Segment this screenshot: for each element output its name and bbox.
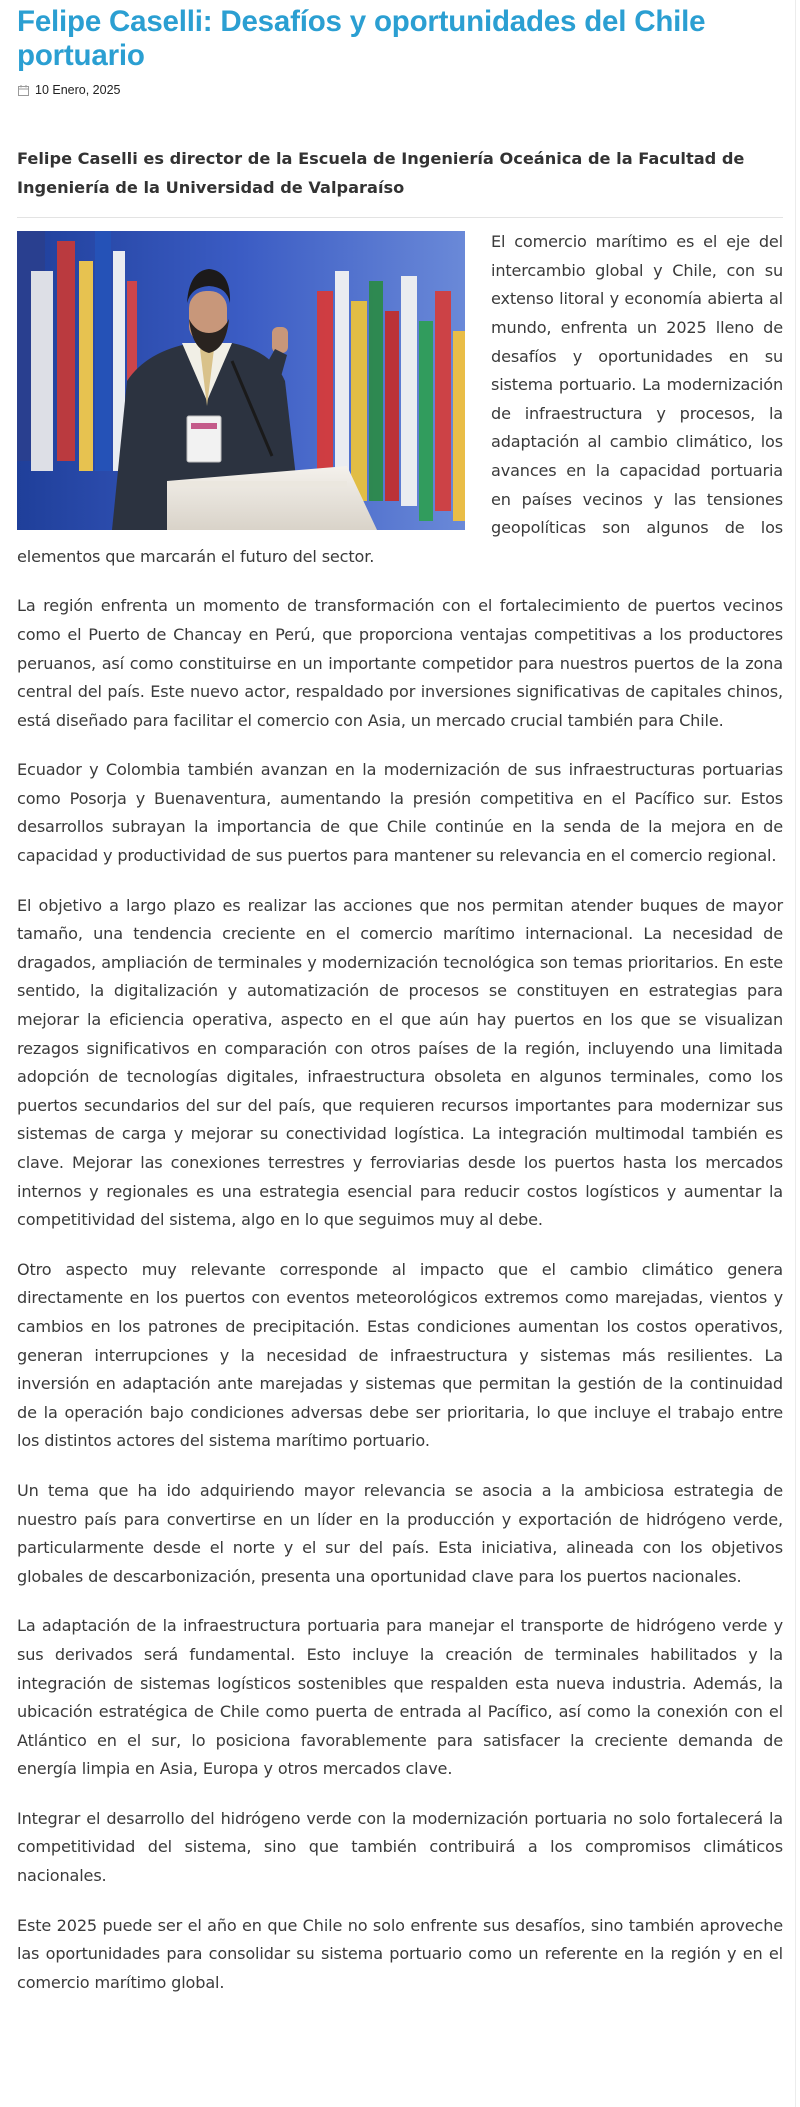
article-body <box>17 228 783 1997</box>
article-paragraph: Integrar el desarrollo del hidrógeno verde con la modernización portuaria no solo fortalecerá la competitividad del sistema, sino que también contribuirá a los compromisos climáticos nacionales. <box>17 1808 783 1886</box>
article-lead: Felipe Caselli es director de la Escuela de Ingeniería Oceánica de la Facultad de Ingeniería de la Universidad de Valparaíso <box>17 149 745 197</box>
article-meta <box>17 82 783 98</box>
article-paragraph: La región enfrenta un momento de transformación con el fortalecimiento de puertos vecinos como el Puerto de Chancay en Perú, que proporciona ventajas competitivas a los productores peruanos, así como constituirse en un importante competidor para nuestros puertos de la zona central del país. Este nuevo actor, respaldado por inversiones significativas de capitales chinos, está diseñado para facilitar el comercio con Asia, un mercado crucial también para Chile. <box>17 596 783 730</box>
lead-divider <box>17 217 783 218</box>
article-paragraph: Este 2025 puede ser el año en que Chile no solo enfrente sus desafíos, sino también aproveche las oportunidades para consolidar su sistema portuario como un referente en la región y en el comercio marítimo global. <box>17 1915 783 1992</box>
article-paragraph: Otro aspecto muy relevante corresponde al impacto que el cambio climático genera directamente en los puertos con eventos meteorológicos extremos como marejadas, vientos y cambios en los patrones de precipitación. Estas condiciones aumentan los costos operativos, generan interrupciones y la necesidad de infraestructura y sistemas más resilientes. La inversión en adaptación ante marejadas y sistemas que permitan la gestión de la continuidad de la operación bajo condiciones adversas debe ser prioritaria, lo que incluye el trabajo entre los distintos actores del sistema marítimo portuario. <box>17 1259 783 1451</box>
article-paragraph: El objetivo a largo plazo es realizar las acciones que nos permitan atender buques de mayor tamaño, una tendencia creciente en el comercio marítimo internacional. La necesidad de dragados, ampliación de terminales y modernización tecnológica son temas prioritarios. En este sentido, la digitalización y automatización de procesos se constituyen en estrategias para mejorar la eficiencia operativa, aspecto en el que aún hay puertos en los que se visualizan rezagos significativos en comparación con otros países de la región, incluyendo una limitada adopción de tecnologías digitales, infraestructura obsoleta en algunos terminales, como los puertos secundarios del sur del país, que requieren recursos importantes para modernizar sus sistemas de carga y mejorar su conectividad logística. La integración multimodal también es clave. Mejorar las conexiones terrestres y ferroviarias desde los puertos hasta los mercados internos y regionales es una estrategia esencial para reducir costos logísticos y aumentar la competitividad del sistema, algo en lo que seguimos muy al debe. <box>17 895 783 1230</box>
article-page <box>17 0 783 2107</box>
article-paragraph: La adaptación de la infraestructura portuaria para manejar el transporte de hidrógeno verde y sus derivados será fundamental. Esto incluye la creación de terminales habilitados y la integración de sistemas logísticos sostenibles que respalden esta nueva industria. Además, la ubicación estratégica de Chile como puerta de entrada al Pacífico, así como la conexión con el Atlántico en el sur, lo posiciona favorablemente para satisfacer la creciente demanda de energía limpia en Asia, Europa y otros mercados clave. <box>17 1616 783 1779</box>
article-paragraph: Un tema que ha ido adquiriendo mayor relevancia se asocia a la ambiciosa estrategia de nuestro país para convertirse en un líder en la producción y exportación de hidrógeno verde, particularmente desde el norte y el sur del país. Esta iniciativa, alineada con los objetivos globales de descarbonización, presenta una oportunidad clave para los puertos nacionales. <box>17 1480 783 1586</box>
article-date: 10 Enero, 2025 <box>35 83 121 97</box>
article-paragraph: Ecuador y Colombia también avanzan en la modernización de sus infraestructuras portuarias como Posorja y Buenaventura, aumentando la presión competitiva en el Pacífico sur. Estos desarrollos subrayan la importancia de que Chile continúe en la senda de la mejora en de capacidad y productividad de sus puertos para mantener su relevancia en el comercio regional. <box>17 760 783 866</box>
article-paragraph: El comercio marítimo es el eje del intercambio global y Chile, con su extenso litoral y economía abierta al mundo, enfrenta un 2025 lleno de desafíos y oportunidades en su sistema portuario. La modernización de infraestructura y procesos, la adaptación al cambio climático, los avances en la capacidad portuaria en países vecinos y las tensiones geopolíticas son algunos de los elementos que marcarán el futuro del sector. <box>17 232 783 566</box>
page-edge-line <box>795 0 796 2107</box>
speaker-photo <box>17 231 465 530</box>
article-title: Felipe Caselli: Desafíos y oportunidades del Chile portuario <box>17 5 706 72</box>
calendar-icon <box>17 84 30 97</box>
